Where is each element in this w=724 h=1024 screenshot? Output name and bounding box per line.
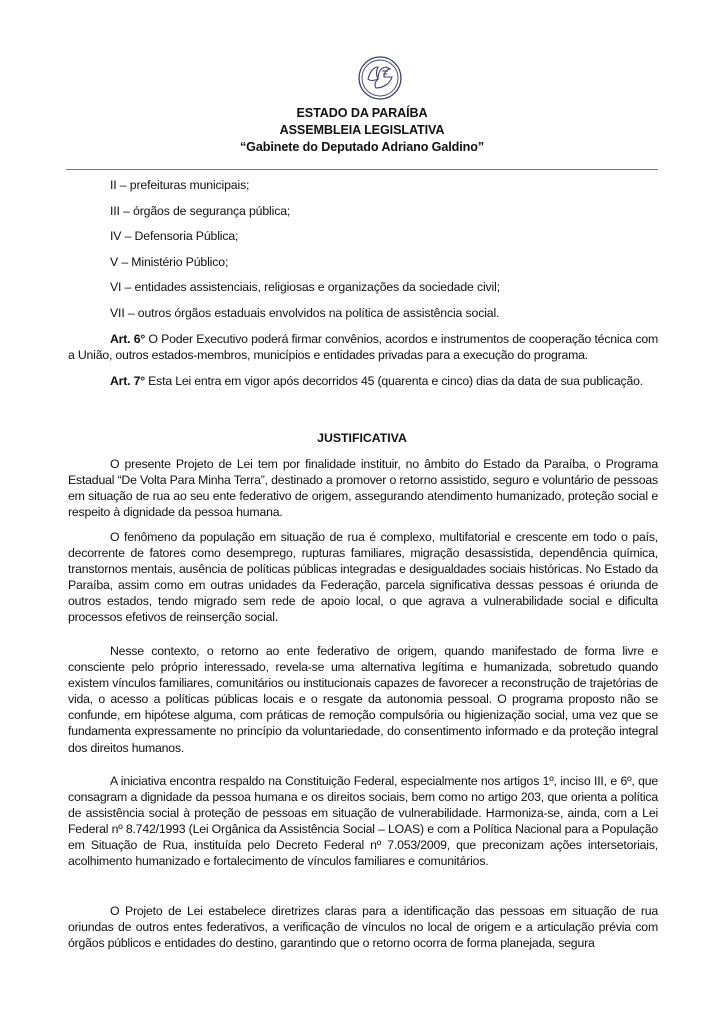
article-label: Art. 7° <box>110 374 145 388</box>
paragraph: A iniciativa encontra respaldo na Constituição Federal, especialmente nos artigos 1º, inciso III, e 6º, que consagram a dignidade da pessoa humana e os direitos sociais, bem como no artigo 203, que orienta a política de assistência social à proteção de pessoas em situação de vulnerabilidade. Harmoniza-se, ainda, com a Lei Federal nº 8.742/1993 (Lei Orgânica da Assistência Social – LOAS) e com a Política Nacional para a População em Situação de Rua, instituída pelo Decreto Federal nº 7.053/2009, que preconizam ações intersetoriais, acolhimento humanizado e fortalecimento de vínculos familiares e comunitários. <box>68 774 658 869</box>
header-office: “Gabinete do Deputado Adriano Galdino” <box>239 140 485 154</box>
article-text: Esta Lei entra em vigor após decorridos 45 (quarenta e cinco) dias da data de sua publicação. <box>144 374 643 388</box>
list-item: VII – outros órgãos estaduais envolvidos na política de assistência social. <box>110 306 500 320</box>
list-item: IV – Defensoria Pública; <box>110 229 239 243</box>
dove-emblem-icon <box>356 55 404 101</box>
list-item: V – Ministério Público; <box>110 255 229 269</box>
article-label: Art. 6° <box>110 332 146 346</box>
header-divider <box>66 169 658 170</box>
list-item: VI – entidades assistenciais, religiosas e organizações da sociedade civil; <box>110 280 500 294</box>
paragraph: O presente Projeto de Lei tem por finalidade instituir, no âmbito do Estado da Paraíba, o Programa Estadual “De Volta Para Minha Terra”, destinado a promover o retorno assistido, seguro e voluntário de pessoas em situação de rua ao seu ente federativo de origem, assegurando atendimento humanizado, proteção social e respeito à dignidade da pessoa humana. <box>68 457 658 520</box>
paragraph: O Projeto de Lei estabelece diretrizes claras para a identificação das pessoas em situação de rua oriundas de outros entes federativos, a verificação de vínculos no local de origem e a articulação prévia com órgãos públicos e entidades do destino, garantindo que o retorno ocorra de forma planejada, segura <box>68 904 658 951</box>
article-7 <box>68 373 658 389</box>
header-assembly: ASSEMBLEIA LEGISLATIVA <box>279 123 445 137</box>
header-state: ESTADO DA PARAÍBA <box>296 106 428 120</box>
paragraph: O fenômeno da população em situação de rua é complexo, multifatorial e crescente em todo o país, decorrente de fatores como desemprego, rupturas familiares, migração desassistida, dependência química, transtornos mentais, ausência de políticas públicas integradas e desigualdades sociais históricas. No Estado da Paraíba, assim como em outras unidades da Federação, parcela significativa dessas pessoas é oriunda de outros estados, tendo migrado sem rede de apoio local, o que agrava a vulnerabilidade social e dificulta processos efetivos de reinserção social. <box>68 530 658 625</box>
list-item: III – órgãos de segurança pública; <box>110 204 291 218</box>
paragraph: Nesse contexto, o retorno ao ente federativo de origem, quando manifestado de forma livre e consciente pelo próprio interessado, revela-se uma alternativa legítima e humanizada, sobretudo quando existem vínculos familiares, comunitários ou institucionais capazes de favorecer a reconstrução de trajetórias de vida, o acesso a políticas públicas locais e o resgate da autonomia pessoal. O programa proposto não se confunde, em hipótese alguma, com práticas de remoção compulsória ou higienização social, uma vez que se fundamenta expressamente no princípio da voluntariedade, do consentimento informado e da proteção integral dos direitos humanos. <box>68 644 658 755</box>
article-text: O Poder Executivo poderá firmar convênios, acordos e instrumentos de cooperação técnica com a União, outros estados-membros, municípios e entidades privadas para a execução do programa. <box>68 332 658 363</box>
article-6 <box>68 331 658 363</box>
section-title: JUSTIFICATIVA <box>317 431 407 445</box>
list-item: II – prefeituras municipais; <box>110 178 250 192</box>
